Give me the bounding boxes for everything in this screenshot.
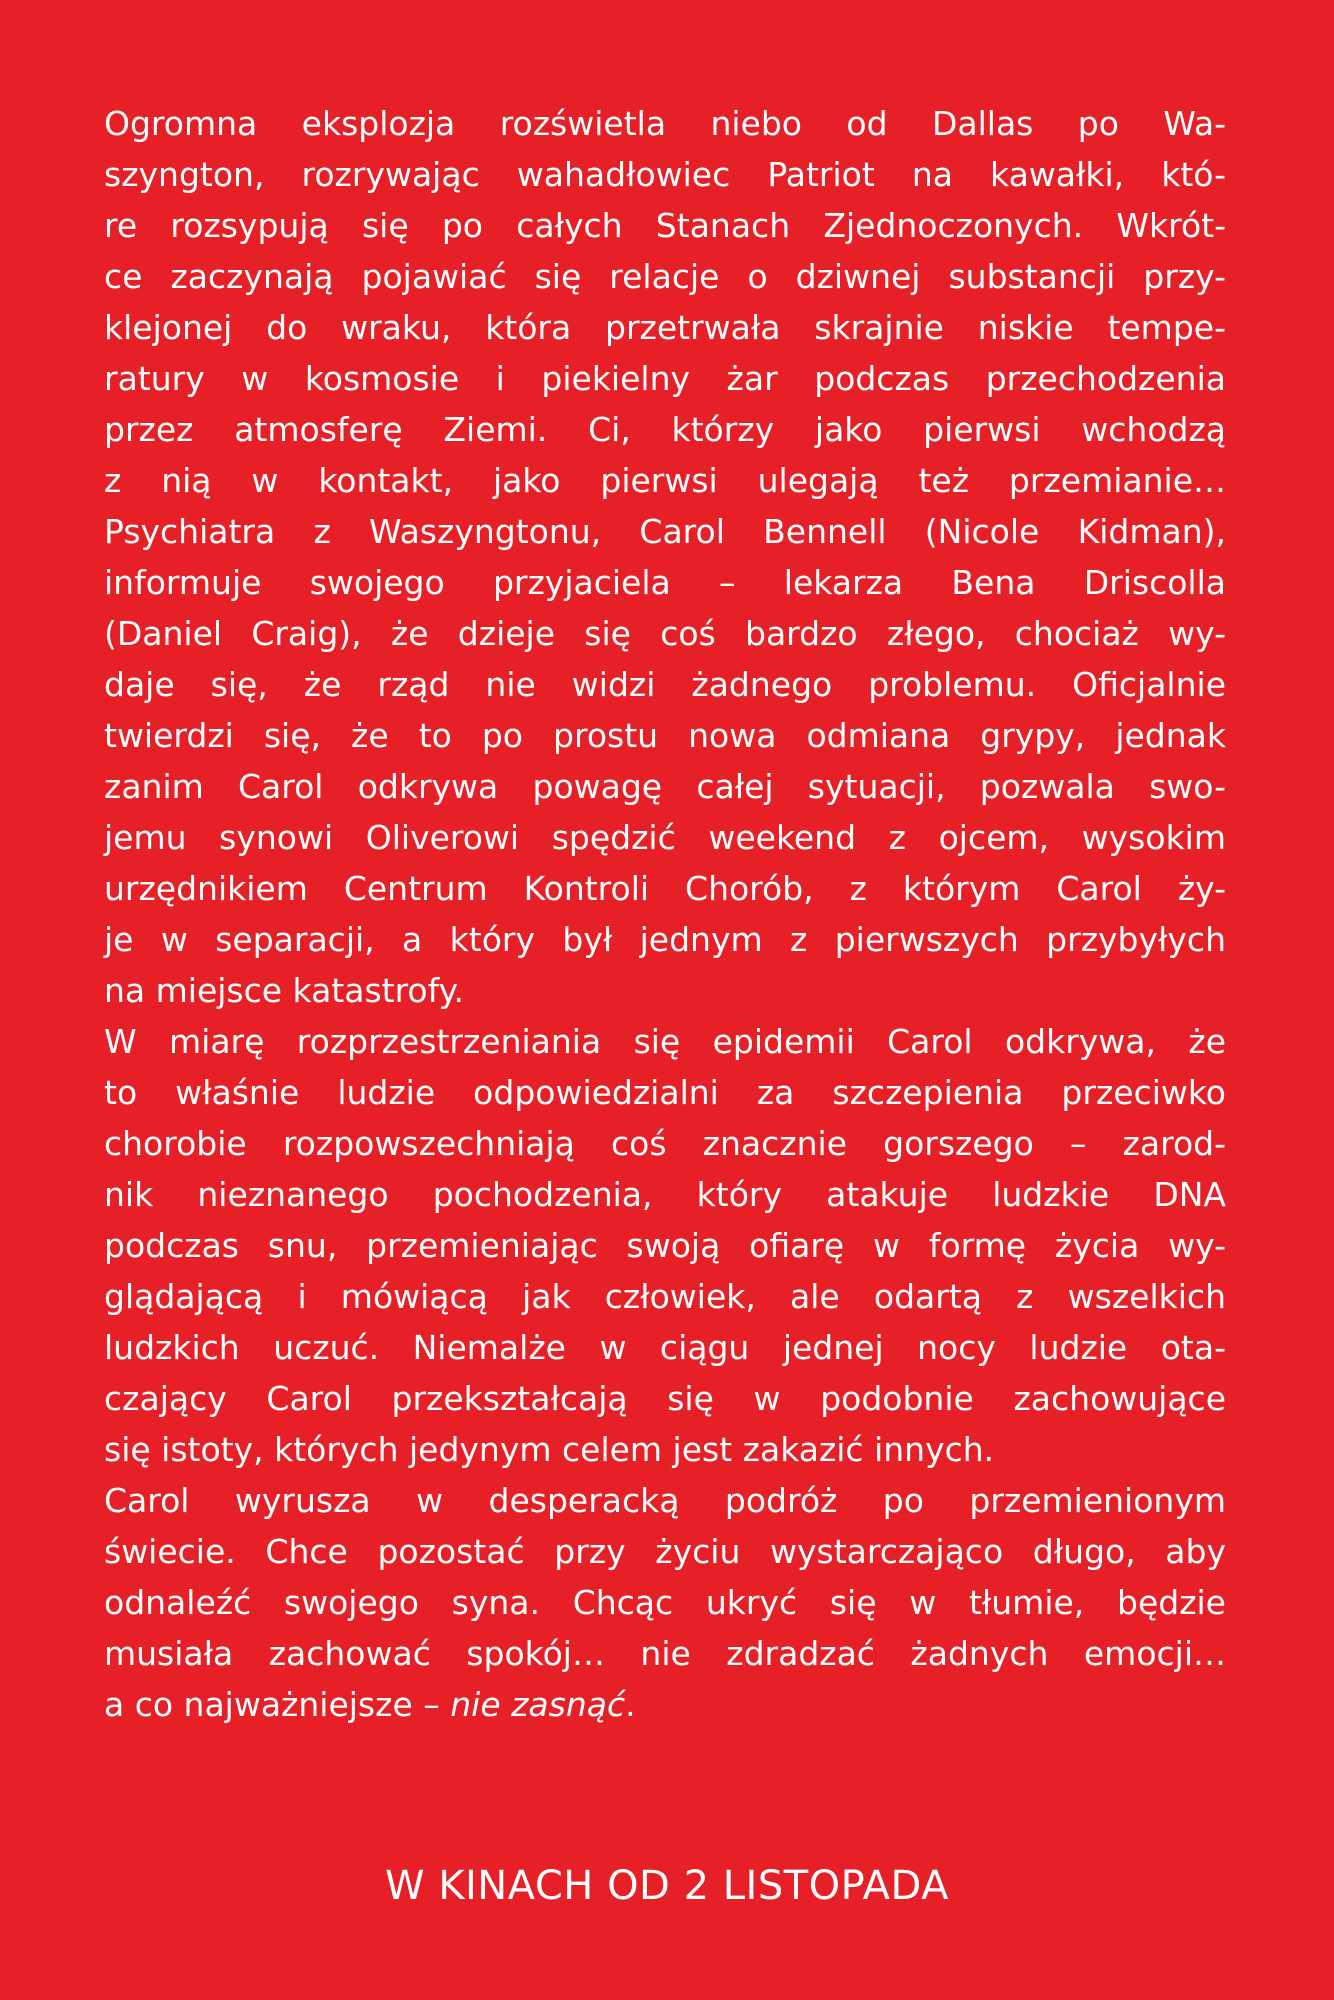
synopsis-line-3: re rozsypują się po całych Stanach Zjednoczonych. Wkrót- — [104, 206, 1226, 245]
synopsis-line-25: ludzkich uczuć. Niemalże w ciągu jednej nocy ludzie ota- — [104, 1328, 1226, 1367]
last-line-suffix: . — [625, 1685, 636, 1724]
release-date-banner: W KINACH OD 2 LISTOPADA — [384, 1863, 950, 1909]
synopsis-line-20: to właśnie ludzie odpowiedzialni za szczepienia przeciwko — [104, 1073, 1226, 1112]
synopsis-line-17: je w separacji, a który był jednym z pierwszych przybyłych — [104, 920, 1226, 959]
synopsis-line-18: na miejsce katastrofy. — [104, 971, 464, 1010]
synopsis-line-16: urzędnikiem Centrum Kontroli Chorób, z którym Carol ży- — [104, 869, 1226, 908]
synopsis-line-21: chorobie rozpowszechniają coś znacznie gorszego – zarod- — [104, 1124, 1226, 1163]
synopsis-line-8: z nią w kontakt, jako pierwsi ulegają też przemianie… — [104, 461, 1226, 500]
synopsis-line-24: glądającą i mówiącą jak człowiek, ale odartą z wszelkich — [104, 1277, 1226, 1316]
synopsis-line-7: przez atmosferę Ziemi. Ci, którzy jako pierwsi wchodzą — [104, 410, 1226, 449]
synopsis-line-5: klejonej do wraku, która przetrwała skrajnie niskie tempe- — [104, 308, 1226, 347]
last-line-emphasis: nie zasnąć — [450, 1685, 626, 1724]
synopsis-line-10: informuje swojego przyjaciela – lekarza Bena Driscolla — [104, 563, 1226, 602]
synopsis-line-12: daje się, że rząd nie widzi żadnego problemu. Oficjalnie — [104, 665, 1226, 704]
synopsis-text — [104, 98, 1226, 1730]
synopsis-line-13: twierdzi się, że to po prostu nowa odmiana grypy, jednak — [104, 716, 1226, 755]
synopsis-line-2: szyngton, rozrywając wahadłowiec Patriot na kawałki, któ- — [104, 155, 1226, 194]
synopsis-line-19: W miarę rozprzestrzeniania się epidemii Carol odkrywa, że — [104, 1022, 1226, 1061]
synopsis-line-29: świecie. Chce pozostać przy życiu wystarczająco długo, aby — [104, 1532, 1226, 1571]
synopsis-line-22: nik nieznanego pochodzenia, który atakuje ludzkie DNA — [104, 1175, 1226, 1214]
synopsis-line-14: zanim Carol odkrywa powagę całej sytuacji, pozwala swo- — [104, 767, 1226, 806]
last-line-prefix: a co najważniejsze – — [104, 1685, 451, 1724]
synopsis-line-28: Carol wyrusza w desperacką podróż po przemienionym — [104, 1481, 1226, 1520]
synopsis-line-4: ce zaczynają pojawiać się relacje o dziwnej substancji przy- — [104, 257, 1226, 296]
synopsis-line-23: podczas snu, przemieniając swoją ofiarę w formę życia wy- — [104, 1226, 1226, 1265]
synopsis-line-1: Ogromna eksplozja rozświetla niebo od Dallas po Wa- — [104, 104, 1226, 143]
synopsis-line-6: ratury w kosmosie i piekielny żar podczas przechodzenia — [104, 359, 1226, 398]
synopsis-line-26: czający Carol przekształcają się w podobnie zachowujące — [104, 1379, 1226, 1418]
synopsis-line-9: Psychiatra z Waszyngtonu, Carol Bennell (Nicole Kidman), — [104, 512, 1226, 551]
synopsis-line-31: musiała zachować spokój… nie zdradzać żadnych emocji… — [104, 1634, 1226, 1673]
synopsis-line-11: (Daniel Craig), że dzieje się coś bardzo złego, chociaż wy- — [104, 614, 1226, 653]
synopsis-line-30: odnaleźć swojego syna. Chcąc ukryć się w tłumie, będzie — [104, 1583, 1226, 1622]
synopsis-line-32 — [104, 1679, 1226, 1730]
synopsis-line-15: jemu synowi Oliverowi spędzić weekend z ojcem, wysokim — [104, 818, 1226, 857]
synopsis-line-27: się istoty, których jedynym celem jest zakazić innych. — [104, 1430, 995, 1469]
